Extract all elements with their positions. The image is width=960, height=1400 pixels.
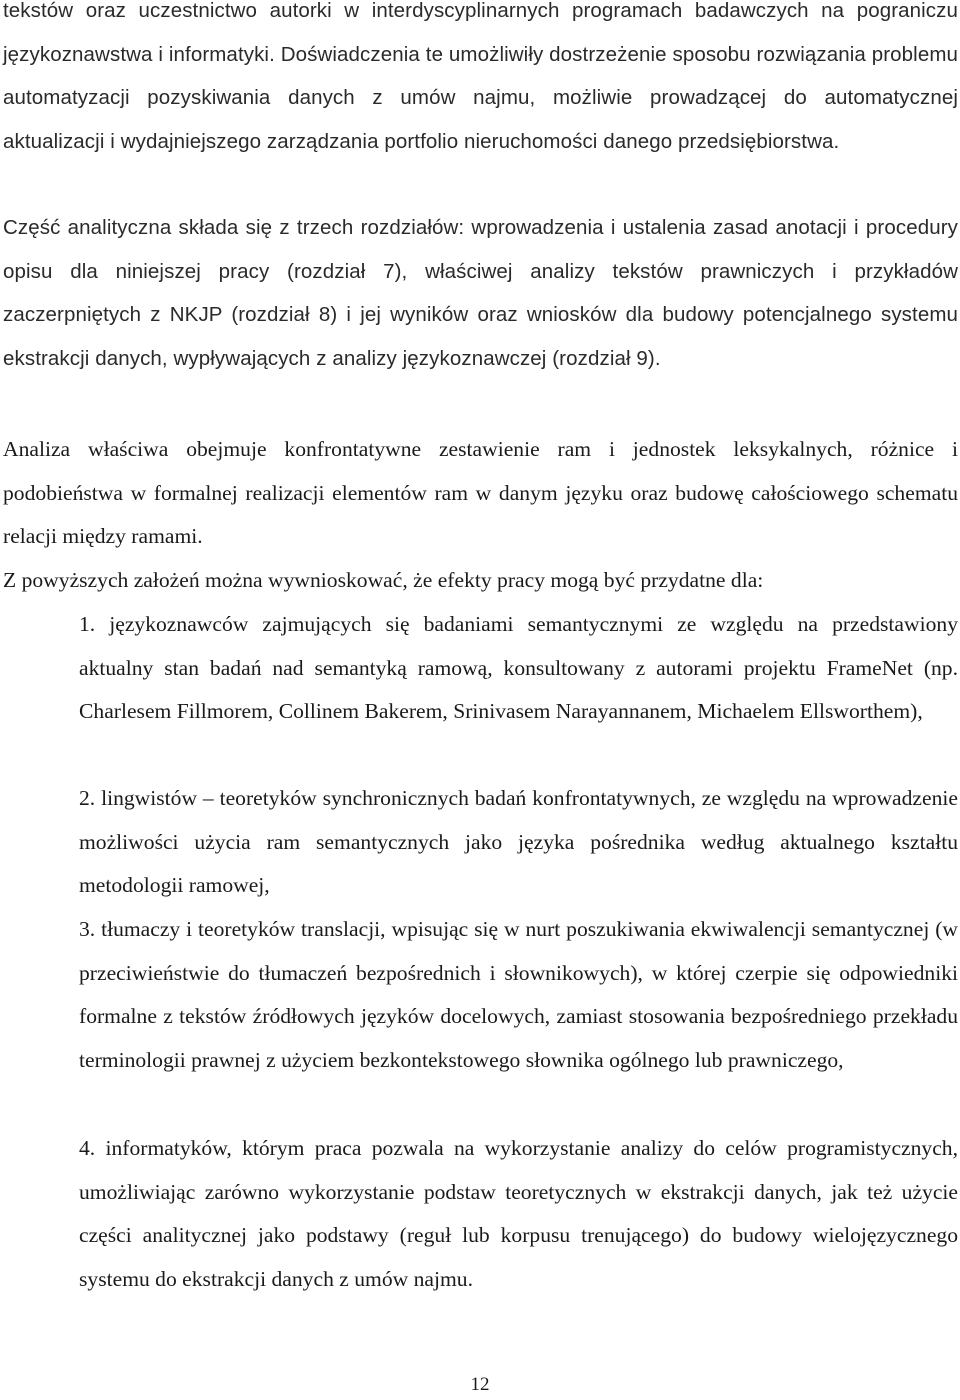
paragraph-list-lead: Z powyższych założeń można wywnioskować, że efekty pracy mogą być przydatne dla: xyxy=(3,568,764,592)
list-item: 2. lingwistów – teoretyków synchronicznych badań konfrontatywnych, ze względu na wprowadzenie możliwości użycia ram semantycznych jako języka pośrednika według aktualnego kształtu metodologii ramowej, xyxy=(79,786,958,897)
list-item: 1. językoznawców zajmujących się badaniami semantycznymi ze względu na przedstawiony aktualny stan badań nad semantyką ramową, konsultowany z autorami projektu FrameNet (np. Charlesem Fillmorem, Collinem Bakerem, Srinivasem Narayannanem, Michaelem Ellsworthem), xyxy=(79,612,958,723)
list-item: 4. informatyków, którym praca pozwala na wykorzystanie analizy do celów programistycznych, umożliwiając zarówno wykorzystanie podstaw teoretycznych w ekstrakcji danych, jak też użycie części analitycznej jako podstawy (reguł lub korpusu trenującego) do budowy wielojęzycznego systemu do ekstrakcji danych z umów najmu. xyxy=(79,1136,958,1291)
paragraph-analytical-part: Część analityczna składa się z trzech rozdziałów: wprowadzenia i ustalenia zasad anotacji i procedury opisu dla niniejszej pracy (rozdział 7), właściwej analizy tekstów prawniczych i przykładów zaczerpniętych z NKJP (rozdział 8) i jej wyników oraz wniosków dla budowy potencjalnego systemu ekstrakcji danych, wypływających z analizy językoznawczej (rozdział 9). xyxy=(3,216,958,370)
page-number: 12 xyxy=(470,1374,490,1395)
paragraph-analysis-scope: Analiza właściwa obejmuje konfrontatywne zestawienie ram i jednostek leksykalnych, różnice i podobieństwa w formalnej realizacji elementów ram w danym języku oraz budowę całościowego schematu relacji między ramami. xyxy=(3,437,958,548)
paragraph-intro-continuation: tekstów oraz uczestnictwo autorki w interdyscyplinarnych programach badawczych na pograniczu językoznawstwa i informatyki. Doświadczenia te umożliwiły dostrzeżenie sposobu rozwiązania problemu automatyzacji pozyskiwania danych z umów najmu, możliwie prowadzącej do automatycznej aktualizacji i wydajniejszego zarządzania portfolio nieruchomości danego przedsiębiorstwa. xyxy=(3,0,958,153)
list-item: 3. tłumaczy i teoretyków translacji, wpisując się w nurt poszukiwania ekwiwalencji semantycznej (w przeciwieństwie do tłumaczeń bezpośrednich i słownikowych), w której czerpie się odpowiedniki formalne z tekstów źródłowych języków docelowych, zamiast stosowania bezpośredniego przekładu terminologii prawnej z użyciem bezkontekstowego słownika ogólnego lub prawniczego, xyxy=(79,917,958,1072)
